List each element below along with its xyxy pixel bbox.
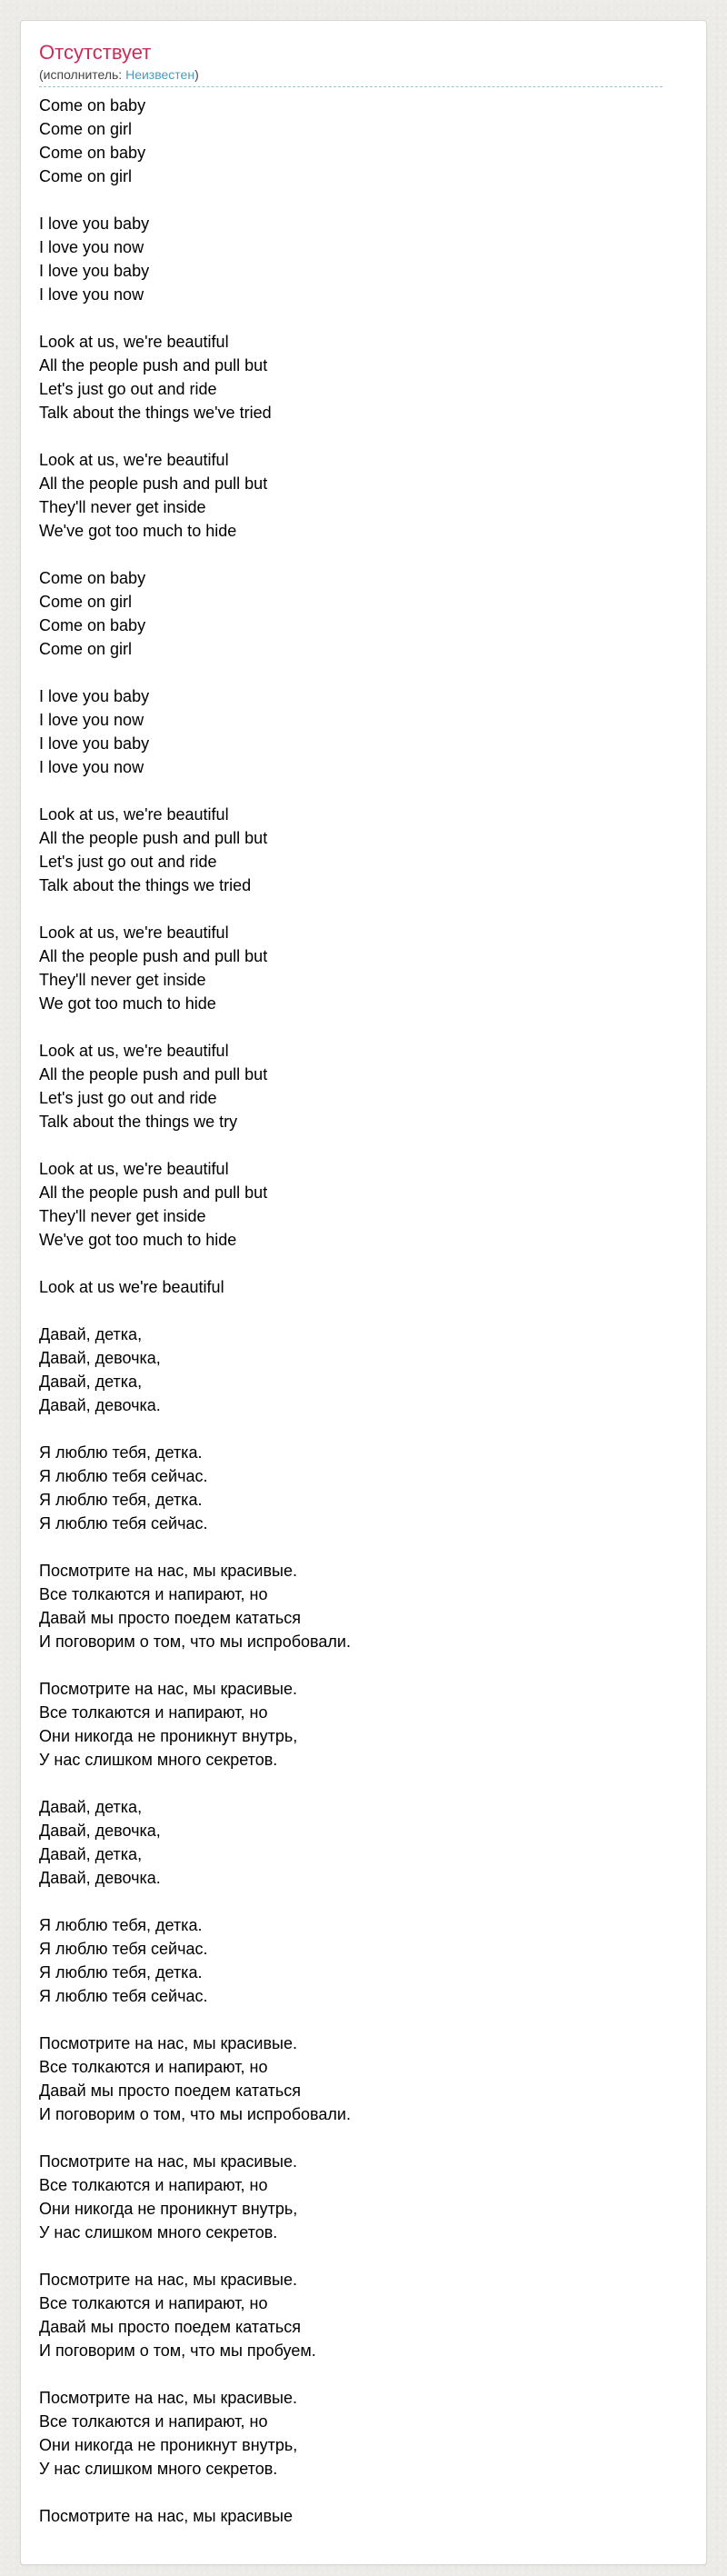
- lyric-line: Я люблю тебя, детка.: [39, 1443, 203, 1462]
- lyric-stanza: [39, 2386, 688, 2481]
- lyrics-card: [20, 20, 707, 2565]
- lyric-line: Давай, девочка,: [39, 1349, 161, 1367]
- lyric-line: Все толкаются и напирают, но: [39, 2176, 268, 2194]
- lyric-line: Come on girl: [39, 593, 133, 611]
- lyric-line: I love you now: [39, 711, 144, 729]
- lyric-stanza: [39, 1559, 688, 1653]
- lyric-line: Я люблю тебя сейчас.: [39, 1514, 208, 1533]
- lyric-stanza: [39, 684, 688, 779]
- lyric-line: Come on girl: [39, 120, 133, 138]
- lyric-stanza: [39, 1677, 688, 1772]
- lyric-line: Все толкаются и напирают, но: [39, 1585, 268, 1603]
- lyric-line: We got too much to hide: [39, 994, 216, 1013]
- lyric-line: Все толкаются и напирают, но: [39, 2294, 268, 2312]
- lyric-line: We've got too much to hide: [39, 1231, 237, 1249]
- lyric-stanza: [39, 212, 688, 306]
- lyric-line: У нас слишком много секретов.: [39, 2460, 278, 2478]
- lyric-line: Let's just go out and ride: [39, 853, 217, 871]
- lyric-line: Давай, детка,: [39, 1373, 143, 1391]
- lyric-line: Let's just go out and ride: [39, 380, 217, 398]
- lyric-line: All the people push and pull but: [39, 356, 268, 374]
- lyric-stanza: [39, 1795, 688, 1890]
- artist-line: [39, 66, 662, 87]
- lyric-line: И поговорим о том, что мы испробовали.: [39, 1632, 351, 1651]
- lyric-line: Давай мы просто поедем кататься: [39, 2318, 301, 2336]
- lyric-line: Все толкаются и напирают, но: [39, 2058, 268, 2076]
- lyric-stanza: [39, 94, 688, 188]
- lyric-line: Посмотрите на нас, мы красивые.: [39, 1680, 297, 1698]
- lyric-stanza: [39, 2150, 688, 2244]
- lyric-line: All the people push and pull but: [39, 1183, 268, 1202]
- lyric-line: They'll never get inside: [39, 971, 206, 989]
- lyric-stanza: [39, 1039, 688, 1133]
- lyric-line: They'll never get inside: [39, 498, 206, 516]
- lyric-stanza: [39, 2504, 688, 2528]
- lyric-line: Look at us, we're beautiful: [39, 924, 229, 942]
- lyric-line: All the people push and pull but: [39, 1065, 268, 1083]
- lyric-line: They'll never get inside: [39, 1207, 206, 1225]
- lyric-stanza: [39, 330, 688, 424]
- lyric-stanza: [39, 1157, 688, 1252]
- lyric-line: Посмотрите на нас, мы красивые.: [39, 2152, 297, 2171]
- lyric-line: И поговорим о том, что мы пробуем.: [39, 2341, 316, 2360]
- lyric-line: Come on baby: [39, 144, 146, 162]
- lyric-line: У нас слишком много секретов.: [39, 2223, 278, 2242]
- lyrics-text: [39, 94, 688, 2528]
- lyric-line: Давай мы просто поедем кататься: [39, 2082, 301, 2100]
- lyric-line: Come on girl: [39, 167, 133, 185]
- lyric-line: Посмотрите на нас, мы красивые.: [39, 2389, 297, 2407]
- lyric-line: Come on girl: [39, 640, 133, 658]
- lyric-line: I love you baby: [39, 262, 150, 280]
- lyric-line: Look at us we're beautiful: [39, 1278, 224, 1296]
- lyric-line: Посмотрите на нас, мы красивые: [39, 2507, 293, 2525]
- lyric-line: Давай, детка,: [39, 1798, 143, 1816]
- lyric-line: All the people push and pull but: [39, 829, 268, 847]
- lyric-line: Look at us, we're beautiful: [39, 451, 229, 469]
- lyric-stanza: [39, 448, 688, 543]
- lyric-line: Я люблю тебя сейчас.: [39, 1940, 208, 1958]
- lyric-line: Давай, детка,: [39, 1845, 143, 1863]
- lyric-line: Look at us, we're beautiful: [39, 805, 229, 824]
- lyric-line: Я люблю тебя, детка.: [39, 1916, 203, 1934]
- artist-link[interactable]: Неизвестен: [125, 67, 195, 82]
- lyric-line: I love you baby: [39, 215, 150, 233]
- lyric-line: Посмотрите на нас, мы красивые.: [39, 2034, 297, 2052]
- lyric-line: I love you now: [39, 238, 144, 256]
- song-title: Отсутствует: [39, 41, 152, 64]
- lyric-line: Я люблю тебя, детка.: [39, 1963, 203, 1982]
- lyric-line: Talk about the things we've tried: [39, 404, 272, 422]
- lyric-line: Look at us, we're beautiful: [39, 333, 229, 351]
- lyric-line: Они никогда не проникнут внутрь,: [39, 2200, 298, 2218]
- lyric-stanza: [39, 1441, 688, 1535]
- lyric-line: Посмотрите на нас, мы красивые.: [39, 2271, 297, 2289]
- lyric-line: Look at us, we're beautiful: [39, 1160, 229, 1178]
- lyric-line: I love you baby: [39, 734, 150, 753]
- lyric-line: Давай мы просто поедем кататься: [39, 1609, 301, 1627]
- lyric-line: Come on baby: [39, 96, 146, 115]
- artist-prefix: (исполнитель:: [39, 67, 126, 82]
- lyric-line: Я люблю тебя сейчас.: [39, 1987, 208, 2005]
- lyric-stanza: [39, 2032, 688, 2126]
- lyric-stanza: [39, 1913, 688, 2008]
- lyric-line: Look at us, we're beautiful: [39, 1042, 229, 1060]
- lyric-stanza: [39, 1323, 688, 1417]
- lyric-stanza: [39, 803, 688, 897]
- lyric-line: All the people push and pull but: [39, 947, 268, 965]
- lyric-line: I love you now: [39, 285, 144, 304]
- lyric-line: Давай, детка,: [39, 1325, 143, 1343]
- artist-suffix: ): [194, 67, 199, 82]
- lyric-stanza: [39, 921, 688, 1015]
- lyric-line: Все толкаются и напирают, но: [39, 2412, 268, 2431]
- lyric-stanza: [39, 566, 688, 661]
- lyric-line: Let's just go out and ride: [39, 1089, 217, 1107]
- lyric-line: Talk about the things we try: [39, 1113, 238, 1131]
- lyric-line: И поговорим о том, что мы испробовали.: [39, 2105, 351, 2123]
- lyric-line: У нас слишком много секретов.: [39, 1751, 278, 1769]
- lyric-line: Come on baby: [39, 616, 146, 634]
- lyric-line: I love you now: [39, 758, 144, 776]
- lyric-line: Давай, девочка.: [39, 1396, 161, 1414]
- lyric-line: Я люблю тебя сейчас.: [39, 1467, 208, 1485]
- lyric-stanza: [39, 1275, 688, 1299]
- lyric-line: Все толкаются и напирают, но: [39, 1703, 268, 1722]
- lyric-line: Come on baby: [39, 569, 146, 587]
- lyric-line: Я люблю тебя, детка.: [39, 1491, 203, 1509]
- lyric-line: We've got too much to hide: [39, 522, 237, 540]
- lyric-line: Давай, девочка.: [39, 1869, 161, 1887]
- lyric-line: Talk about the things we tried: [39, 876, 252, 894]
- lyric-line: I love you baby: [39, 687, 150, 705]
- lyric-stanza: [39, 2268, 688, 2362]
- lyric-line: Посмотрите на нас, мы красивые.: [39, 1562, 297, 1580]
- lyric-line: Они никогда не проникнут внутрь,: [39, 1727, 298, 1745]
- lyric-line: Давай, девочка,: [39, 1822, 161, 1840]
- lyric-line: All the people push and pull but: [39, 474, 268, 493]
- lyric-line: Они никогда не проникнут внутрь,: [39, 2436, 298, 2454]
